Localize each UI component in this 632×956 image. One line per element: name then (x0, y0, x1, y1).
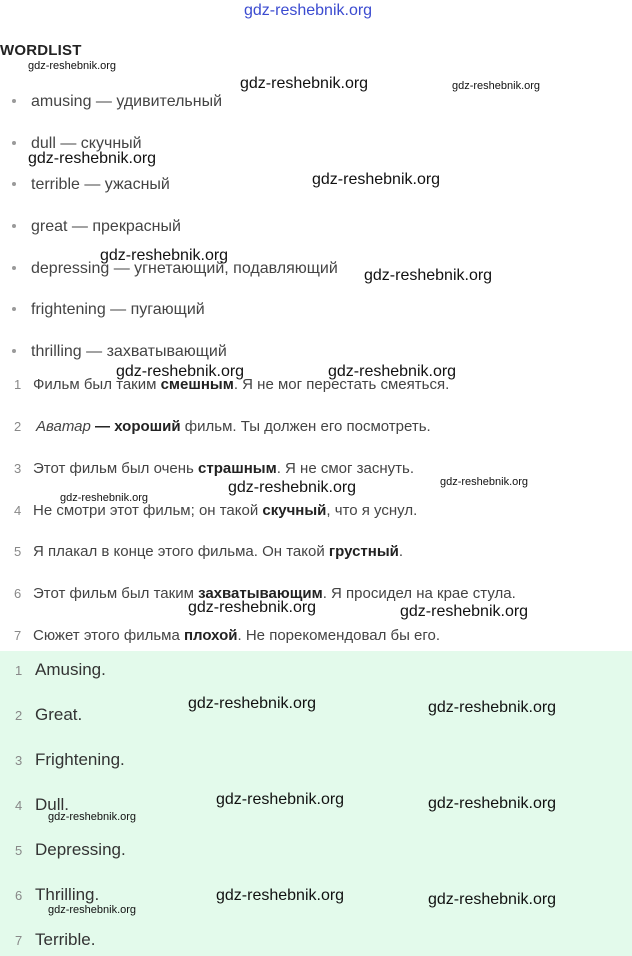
sentence-bold: смешным (160, 376, 234, 393)
watermark: gdz-reshebnik.org (28, 150, 157, 167)
exercise-number: 1 (14, 377, 22, 392)
wordlist-item-text: depressing — угнетающий, подавляющий (31, 260, 338, 277)
sentence-text: . Я не смог заснуть. (276, 460, 414, 477)
wordlist-item-text: thrilling — захватывающий (31, 343, 227, 360)
watermark: gdz-reshebnik.org (428, 891, 557, 908)
bullet-icon (12, 349, 16, 353)
watermark: gdz-reshebnik.org (116, 363, 245, 380)
sentence-text: , что я уснул. (326, 502, 418, 519)
watermark: gdz-reshebnik.org (100, 247, 229, 264)
wordlist-item (12, 93, 222, 111)
exercise-sentence (14, 543, 403, 560)
watermark: gdz-reshebnik.org (364, 267, 493, 284)
answer-number: 3 (15, 753, 23, 768)
wordlist-item (12, 176, 170, 194)
answer-item (15, 705, 82, 725)
exercise-number: 5 (14, 544, 22, 559)
sentence-text: Не смотри этот фильм; он такой (33, 502, 263, 519)
watermark: gdz-reshebnik.org (60, 492, 149, 504)
answer-number: 6 (15, 888, 23, 903)
watermark: gdz-reshebnik.org (216, 791, 345, 808)
sentence-bold: грустный (328, 543, 399, 560)
watermark: gdz-reshebnik.org (48, 811, 137, 823)
wordlist-item (12, 343, 227, 361)
sentence-bold: страшным (198, 460, 277, 477)
answer-text: Depressing. (35, 840, 126, 859)
answer-number: 4 (15, 798, 23, 813)
sentence-text: . (398, 543, 404, 560)
watermark: gdz-reshebnik.org (452, 80, 541, 92)
answer-item (15, 750, 125, 770)
bullet-icon (12, 307, 16, 311)
wordlist-item (12, 301, 205, 319)
wordlist-item-text: great — прекрасный (31, 218, 181, 235)
wordlist-item-text: terrible — ужасный (31, 176, 170, 193)
sentence-text: Сюжет этого фильма (33, 627, 184, 644)
sentence-text: . Я просидел на крае стула. (322, 585, 516, 602)
answer-item (15, 660, 106, 680)
watermark: gdz-reshebnik.org (312, 171, 441, 188)
answer-item (15, 885, 99, 905)
answer-number: 7 (15, 933, 23, 948)
watermark: gdz-reshebnik.org (188, 695, 317, 712)
watermark: gdz-reshebnik.org (440, 476, 529, 488)
bullet-icon (12, 182, 16, 186)
answer-item (15, 930, 95, 950)
sentence-bold: скучный (262, 502, 327, 519)
exercise-number: 3 (14, 461, 22, 476)
exercise-sentence (14, 502, 417, 519)
site-watermark: gdz-reshebnik.org (244, 2, 373, 19)
sentence-text: . Я не мог перестать смеяться. (233, 376, 450, 393)
sentence-text: . Не порекомендовал бы его. (237, 627, 441, 644)
watermark: gdz-reshebnik.org (428, 795, 557, 812)
sentence-text: Этот фильм был очень (33, 460, 199, 477)
exercise-number: 6 (14, 586, 22, 601)
exercise-sentence (14, 460, 414, 477)
bullet-icon (12, 141, 16, 145)
exercise-number: 4 (14, 503, 22, 518)
wordlist-item-text: amusing — удивительный (31, 93, 223, 110)
bullet-icon (12, 99, 16, 103)
bullet-icon (12, 266, 16, 270)
watermark: gdz-reshebnik.org (328, 363, 457, 380)
wordlist-title: WORDLIST (0, 42, 82, 59)
watermark: gdz-reshebnik.org (216, 887, 345, 904)
answer-text: Terrible. (35, 930, 96, 949)
wordlist-item-text: frightening — пугающий (31, 301, 205, 318)
answer-text: Thrilling. (35, 885, 100, 904)
sentence-bold: захватывающим (198, 585, 323, 602)
exercise-number: 2 (14, 419, 22, 434)
sentence-text: Фильм был таким (33, 376, 161, 393)
watermark: gdz-reshebnik.org (240, 75, 369, 92)
watermark: gdz-reshebnik.org (400, 603, 529, 620)
sentence-text: фильм. Ты должен его посмотреть. (180, 418, 431, 435)
answer-text: Great. (35, 705, 83, 724)
bullet-icon (12, 224, 16, 228)
answer-number: 5 (15, 843, 23, 858)
sentence-bold: плохой (183, 627, 238, 644)
watermark: gdz-reshebnik.org (428, 699, 557, 716)
answer-item (15, 840, 126, 860)
answer-text: Dull. (35, 795, 70, 814)
answer-text: Amusing. (35, 660, 106, 679)
watermark: gdz-reshebnik.org (28, 60, 117, 72)
wordlist-item (12, 218, 181, 236)
sentence-bold: — хороший (90, 418, 181, 435)
answer-text: Frightening. (35, 750, 125, 769)
watermark: gdz-reshebnik.org (188, 599, 317, 616)
sentence-italic: Аватар (36, 418, 91, 435)
sentence-text: Я плакал в конце этого фильма. Он такой (33, 543, 329, 560)
exercise-sentence (14, 627, 440, 644)
answer-number: 2 (15, 708, 23, 723)
watermark: gdz-reshebnik.org (48, 904, 137, 916)
watermark: gdz-reshebnik.org (228, 479, 357, 496)
exercise-sentence (14, 418, 431, 435)
answer-number: 1 (15, 663, 23, 678)
sentence-text: Этот фильм был таким (33, 585, 199, 602)
wordlist-item-text: dull — скучный (31, 135, 142, 152)
exercise-number: 7 (14, 628, 22, 643)
